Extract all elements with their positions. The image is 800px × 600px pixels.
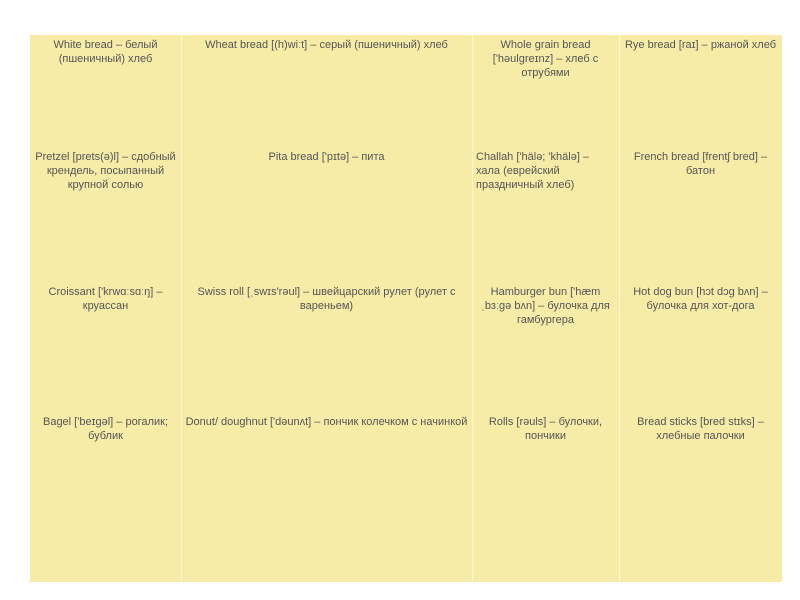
table-cell-croissant: Croissant ['krwɑːsɑːŋ] – круассан (48, 286, 163, 312)
table-cell-french-bread: French bread [frentʃ bred] – батон (633, 151, 768, 177)
table-cell-bread-sticks: Bread sticks [bred stɪks] – хлебные палочки (637, 416, 764, 442)
column-divider (472, 35, 473, 582)
table-cell-wheat-bread: Wheat bread [(h)wiːt] – серый (пшеничный) хлеб (205, 39, 448, 51)
table-cell-hot-dog-bun: Hot dog bun [hɔt dɔg bʌn] – булочка для хот-дога (633, 286, 768, 312)
table-cell-white-bread: White bread – белый (пшеничный) хлеб (53, 39, 158, 65)
table-cell-whole-grain-bread: Whole grain bread ['həulgreɪnz] – хлеб с отрубями (492, 39, 599, 79)
table-cell-challah: Challah ['hälə; 'khälə] – хала (еврейский праздничный хлеб) (476, 151, 590, 191)
table-cell-pretzel: Pretzel [prets(ə)l] – сдобный крендель, посыпанный крупной солью (35, 151, 176, 191)
column-divider (619, 35, 620, 582)
table-cell-pita-bread: Pita bread ['pɪtə] – пита (268, 151, 385, 163)
table-cell-bagel: Bagel ['beɪgəl] – рогалик; бублик (42, 416, 169, 442)
column-divider (181, 35, 182, 582)
table-cell-swiss-roll: Swiss roll [ˌswɪs'rəul] – швейцарский рулет (рулет с вареньем) (197, 286, 456, 312)
table-cell-rye-bread: Rye bread [raɪ] – ржаной хлеб (624, 39, 777, 51)
table-cell-rolls: Rolls [rəuls] – булочки, пончики (488, 416, 603, 442)
table-cell-hamburger-bun: Hamburger bun ['hæmˌbɜːgə bʌn] – булочка для гамбургера (481, 286, 610, 326)
table-cell-donut: Donut/ doughnut ['dəunʌt] – пончик колечком с начинкой (185, 416, 468, 428)
bread-vocabulary-table (30, 35, 782, 582)
